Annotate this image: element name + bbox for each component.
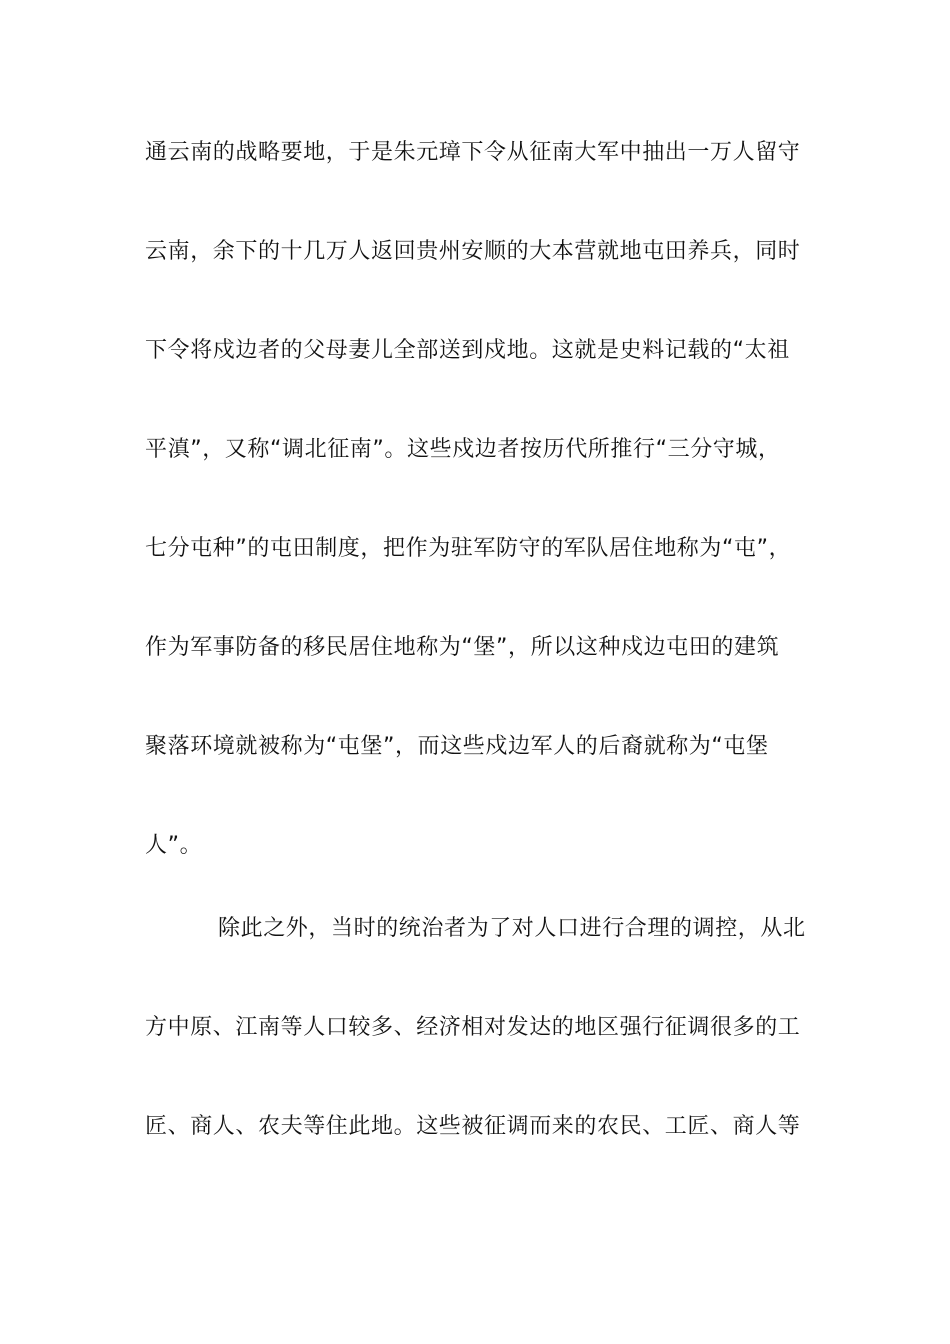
text-line: 方中原、江南等人口较多、经济相对发达的地区强行征调很多的工 <box>145 1015 801 1040</box>
text-line: 通云南的战略要地，于是朱元璋下令从征南大军中抽出一万人留守 <box>145 140 801 165</box>
paragraph-first-line: 除此之外，当时的统治者为了对人口进行合理的调控，从北 <box>218 916 806 941</box>
text-line: 平滇”，又称“调北征南”。这些戍边者按历代所推行“三分守城， <box>145 437 781 462</box>
text-line: 人”。 <box>145 833 203 858</box>
text-line: 匠、商人、农夫等住此地。这些被征调而来的农民、工匠、商人等 <box>145 1114 801 1139</box>
text-line: 作为军事防备的移民居住地称为“堡”，所以这种戍边屯田的建筑 <box>145 635 780 660</box>
text-line: 聚落环境就被称为“屯堡”，而这些戍边军人的后裔就称为“屯堡 <box>145 734 769 759</box>
text-line: 七分屯种”的屯田制度，把作为驻军防守的军队居住地称为“屯”， <box>145 536 792 561</box>
text-line: 云南，余下的十几万人返回贵州安顺的大本营就地屯田养兵，同时 <box>145 239 801 264</box>
text-line: 下令将戍边者的父母妻儿全部送到戍地。这就是史料记载的“太祖 <box>145 338 790 363</box>
